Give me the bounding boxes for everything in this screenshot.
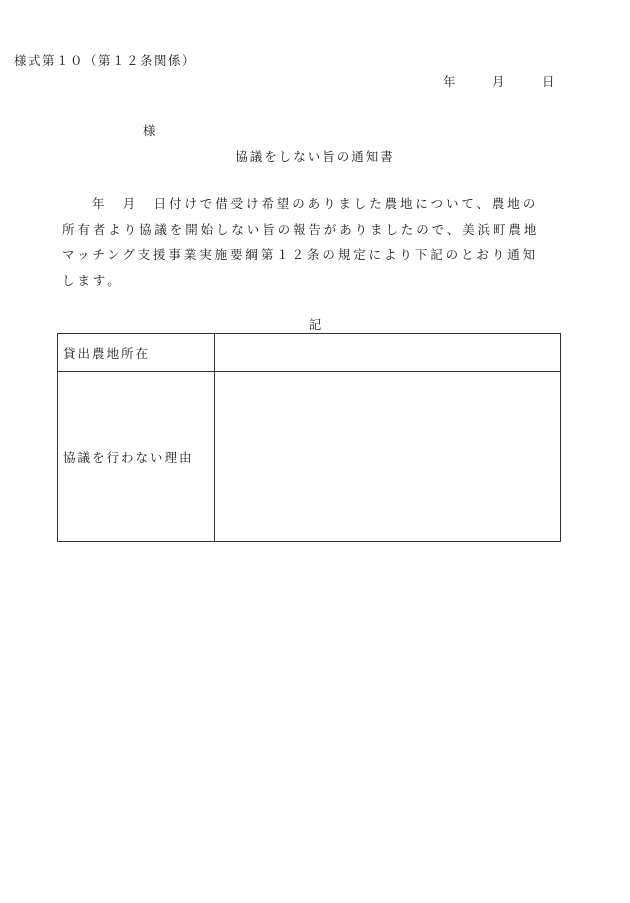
location-value	[215, 334, 561, 372]
date-year-label: 年	[443, 74, 456, 89]
ki-heading: 記	[308, 317, 322, 332]
reason-value	[215, 372, 561, 542]
reason-label: 協議を行わない理由	[58, 372, 215, 542]
document-title: 協議をしない旨の通知書	[235, 149, 395, 164]
body-line: マッチング支援事業実施要綱第１２条の規定により下記のとおり通知	[62, 247, 539, 262]
body-text	[62, 191, 562, 293]
info-table	[57, 333, 561, 542]
form-number: 様式第１０（第１２条関係）	[14, 53, 197, 68]
table-row-location	[58, 334, 561, 372]
body-line: 年 月 日付けで借受け希望のありました農地について、農地の	[92, 196, 539, 211]
body-line: 所有者より協議を開始しない旨の報告がありましたので、美浜町農地	[62, 221, 540, 237]
date-line	[443, 72, 555, 90]
table-row-reason	[58, 372, 561, 542]
date-month-label: 月	[492, 74, 505, 89]
location-label: 貸出農地所在	[58, 334, 215, 372]
addressee-suffix: 様	[143, 123, 156, 138]
body-line: します。	[62, 272, 123, 288]
date-day-label: 日	[542, 74, 555, 89]
